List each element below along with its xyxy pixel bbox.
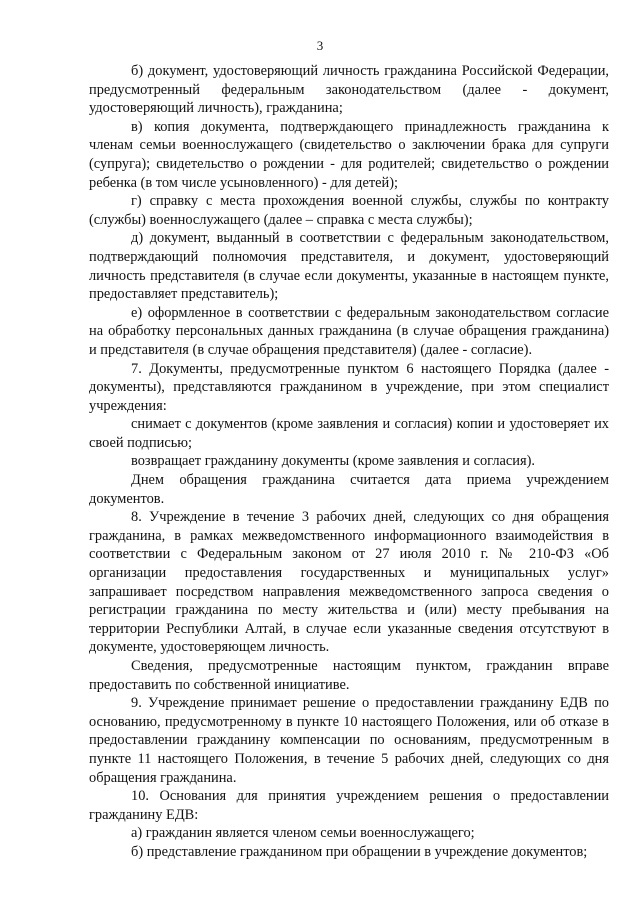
paragraph-8-initiative: Сведения, предусмотренные настоящим пунктом, гражданин вправе предоставить по собственной инициативе. <box>89 658 609 693</box>
paragraph-10b: б) представление гражданином при обращении в учреждение документов; <box>131 843 588 860</box>
paragraph-7-copies: снимает с документов (кроме заявления и согласия) копии и удостоверяет их своей подписью; <box>89 416 609 451</box>
paragraph-9: 9. Учреждение принимает решение о предоставлении гражданину ЕДВ по основанию, предусмотренному в пункте 10 настоящего Положения, или об отказе в предоставлении гражданину компенсации по основаниям, предусмотренным в пункте 11 настоящего Положения, в течение 5 рабочих дней, следующих со дня обращения гражданина. <box>89 695 609 786</box>
paragraph-6e: е) оформленное в соответствии с федеральным законодательством согласие на обработку персональных данных гражданина (в случае обращения гражданина) и представителя (в случае обращения представителя) (далее - согласие). <box>89 304 609 358</box>
paragraph-10a: а) гражданин является членом семьи военнослужащего; <box>131 825 475 842</box>
paragraph-7-return: возвращает гражданину документы (кроме заявления и согласия). <box>131 453 535 470</box>
document-body <box>89 62 609 862</box>
paragraph-10: 10. Основания для принятия учреждением решения о предоставлении гражданину ЕДВ: <box>89 788 609 823</box>
paragraph-6v: в) копия документа, подтверждающего принадлежность гражданина к членам семьи военнослужащего (свидетельство о заключении брака для супруги (супруга); свидетельство о рождении - для родителей; свидетельство о рождении ребенка (в том числе усыновленного) - для детей); <box>89 118 609 191</box>
paragraph-7: 7. Документы, предусмотренные пунктом 6 настоящего Порядка (далее - документы), представляются гражданином в учреждение, при этом специалист учреждения: <box>89 360 609 414</box>
paragraph-8: 8. Учреждение в течение 3 рабочих дней, следующих со дня обращения гражданина, в рамках межведомственного информационного взаимодействия в соответствии с Федеральным законом от 27 июля 2010 г. № 210-ФЗ «Об организации предоставления государственных и муниципальных услуг» запрашивает посредством направления межведомственного запроса сведения о регистрации гражданина по месту жительства и (или) месту пребывания на территории Республики Алтай, в случае если указанные сведения отсутствуют в документе, удостоверяющем личность. <box>89 509 609 656</box>
page-number: 3 <box>316 38 324 53</box>
paragraph-6g: г) справку с места прохождения военной службы, службы по контракту (службы) военнослужащего (далее – справка с места службы); <box>89 193 609 228</box>
paragraph-7-date: Днем обращения гражданина считается дата приема учреждением документов. <box>89 472 609 507</box>
paragraph-6b: б) документ, удостоверяющий личность гражданина Российской Федерации, предусмотренный федеральным законодательством (далее - документ, удостоверяющий личность), гражданина; <box>89 63 609 117</box>
paragraph-6d: д) документ, выданный в соответствии с федеральным законодательством, подтверждающий полномочия представителя, и документ, удостоверяющий личность представителя (в случае если документы, указанные в настоящем пункте, предоставляет представитель); <box>89 230 609 303</box>
